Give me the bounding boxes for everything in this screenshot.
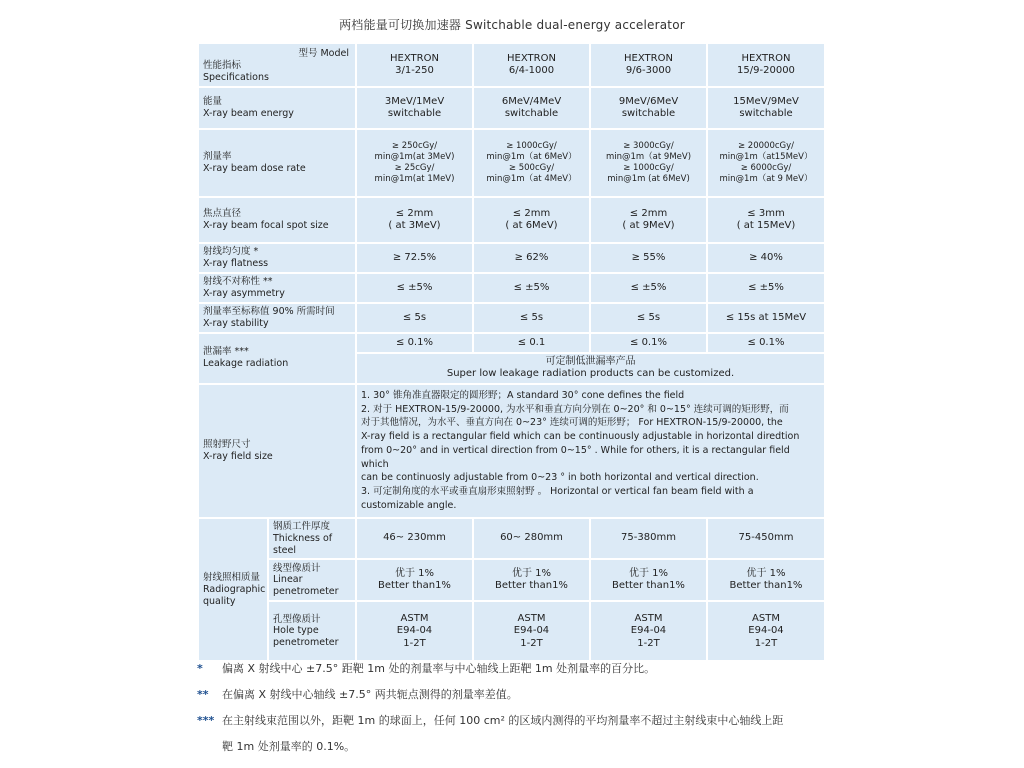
model-header: HEXTRON 9/6-3000 xyxy=(590,43,707,87)
table-row xyxy=(198,87,825,129)
row-label: 射线均匀度 * X-ray flatness xyxy=(198,243,356,273)
stability-cell: ≤ 15s at 15MeV xyxy=(707,303,825,333)
focal-cell: ≤ 2mm ( at 3MeV) xyxy=(356,197,473,243)
radiographic-label: 射线照相质量 Radiographic quality xyxy=(198,518,268,662)
table-row xyxy=(198,273,825,303)
model-label: 型号 Model xyxy=(298,48,349,59)
flatness-cell: ≥ 72.5% xyxy=(356,243,473,273)
footnotes xyxy=(197,656,837,760)
row-label: 能量 X-ray beam energy xyxy=(198,87,356,129)
spec-table xyxy=(197,42,826,662)
leakage-cell: ≤ 0.1% xyxy=(590,333,707,353)
energy-cell: 9MeV/6MeV switchable xyxy=(590,87,707,129)
linear-cell: 优于 1% Better than1% xyxy=(473,559,590,601)
table-row xyxy=(198,129,825,197)
thickness-cell: 60~ 280mm xyxy=(473,518,590,560)
asymmetry-cell: ≤ ±5% xyxy=(473,273,590,303)
energy-cell: 6MeV/4MeV switchable xyxy=(473,87,590,129)
table-row xyxy=(198,384,825,518)
table-row xyxy=(198,559,825,601)
footnote xyxy=(197,682,837,708)
leakage-cell: ≤ 0.1% xyxy=(707,333,825,353)
table-row xyxy=(198,601,825,661)
energy-cell: 15MeV/9MeV switchable xyxy=(707,87,825,129)
model-header: HEXTRON 6/4-1000 xyxy=(473,43,590,87)
dose-cell: ≥ 3000cGy/ min@1m（at 9MeV) ≥ 1000cGy/ min@1m (at 6MeV) xyxy=(590,129,707,197)
row-label: 射线不对称性 ** X-ray asymmetry xyxy=(198,273,356,303)
asymmetry-cell: ≤ ±5% xyxy=(590,273,707,303)
table-row xyxy=(198,197,825,243)
flatness-cell: ≥ 55% xyxy=(590,243,707,273)
dose-cell: ≥ 250cGy/ min@1m(at 3MeV) ≥ 25cGy/ min@1m(at 1MeV) xyxy=(356,129,473,197)
spec-label-en: Specifications xyxy=(203,72,269,84)
footnote xyxy=(197,656,837,682)
focal-cell: ≤ 2mm ( at 9MeV) xyxy=(590,197,707,243)
table-row xyxy=(198,303,825,333)
hole-cell: ASTM E94-04 1-2T xyxy=(473,601,590,661)
row-label: 焦点直径 X-ray beam focal spot size xyxy=(198,197,356,243)
thickness-cell: 46~ 230mm xyxy=(356,518,473,560)
sub-row-label: 钢质工件厚度 Thickness of steel xyxy=(268,518,356,560)
stability-cell: ≤ 5s xyxy=(590,303,707,333)
footnote xyxy=(197,708,837,734)
sub-row-label: 线型像质计 Linear penetrometer xyxy=(268,559,356,601)
leakage-cell: ≤ 0.1 xyxy=(473,333,590,353)
footnote xyxy=(197,734,837,760)
linear-cell: 优于 1% Better than1% xyxy=(356,559,473,601)
footnote-text: 在主射线束范围以外，距靶 1m 的球面上，任何 100 cm² 的区域内测得的平均剂量率不超过主射线束中心轴线上距 xyxy=(222,714,784,727)
row-label: 剂量率至标称值 90% 所需时间 X-ray stability xyxy=(198,303,356,333)
thickness-cell: 75-380mm xyxy=(590,518,707,560)
linear-cell: 优于 1% Better than1% xyxy=(707,559,825,601)
focal-cell: ≤ 3mm ( at 15MeV) xyxy=(707,197,825,243)
header-label-cell xyxy=(198,43,356,87)
flatness-cell: ≥ 40% xyxy=(707,243,825,273)
footnote-text: 偏离 X 射线中心 ±7.5° 距靶 1m 处的剂量率与中心轴线上距靶 1m 处剂量率的百分比。 xyxy=(222,662,656,675)
dose-cell: ≥ 20000cGy/ min@1m（at15MeV） ≥ 6000cGy/ min@1m（at 9 MeV） xyxy=(707,129,825,197)
asymmetry-cell: ≤ ±5% xyxy=(356,273,473,303)
footnote-text: 在偏离 X 射线中心轴线 ±7.5° 两共轭点测得的剂量率差值。 xyxy=(222,688,518,701)
footnote-marker: * xyxy=(197,662,203,675)
table-row xyxy=(198,518,825,560)
footnote-marker: ** xyxy=(197,688,209,701)
stability-cell: ≤ 5s xyxy=(473,303,590,333)
hole-cell: ASTM E94-04 1-2T xyxy=(356,601,473,661)
thickness-cell: 75-450mm xyxy=(707,518,825,560)
field-size-description: 1. 30° 锥角准直器限定的圆形野；A standard 30° cone defines the field 2. 对于 HEXTRON-15/9-20000, 为水平和垂直方向分别在 0~20° 和 0~15° 连续可调的矩形野，而 对于其他情况，为水平、垂直方向在 0~23° 连续可调的矩形野； For HEXTRON-15/9-20000, the X-ray field is a rectangular field which can be continuously adjustable in horizontal diredtion from 0~20° and in vertical direction from 0~15° . While for others, it is a rectangular field which can be continuosly adjustable from 0~23 ° in both horizontal and vertical direction. 3. 可定制角度的水平或垂直扇形束照射野 。 Horizontal or vertical fan beam field with a customizable angle. xyxy=(356,384,825,518)
focal-cell: ≤ 2mm ( at 6MeV) xyxy=(473,197,590,243)
flatness-cell: ≥ 62% xyxy=(473,243,590,273)
linear-cell: 优于 1% Better than1% xyxy=(590,559,707,601)
hole-cell: ASTM E94-04 1-2T xyxy=(590,601,707,661)
footnote-marker: *** xyxy=(197,714,215,727)
table-row xyxy=(198,333,825,353)
dose-cell: ≥ 1000cGy/ min@1m（at 6MeV） ≥ 500cGy/ min@1m（at 4MeV） xyxy=(473,129,590,197)
model-header: HEXTRON 15/9-20000 xyxy=(707,43,825,87)
row-label: 照射野尺寸 X-ray field size xyxy=(198,384,356,518)
stability-cell: ≤ 5s xyxy=(356,303,473,333)
leakage-custom-note: 可定制低泄漏率产品 Super low leakage radiation products can be customized. xyxy=(356,353,825,384)
asymmetry-cell: ≤ ±5% xyxy=(707,273,825,303)
sub-row-label: 孔型像质计 Hole type penetrometer xyxy=(268,601,356,661)
hole-cell: ASTM E94-04 1-2T xyxy=(707,601,825,661)
model-header: HEXTRON 3/1-250 xyxy=(356,43,473,87)
row-label: 泄漏率 *** Leakage radiation xyxy=(198,333,356,384)
leakage-cell: ≤ 0.1% xyxy=(356,333,473,353)
energy-cell: 3MeV/1MeV switchable xyxy=(356,87,473,129)
spec-label-cn: 性能指标 xyxy=(203,60,242,72)
page-title: 两档能量可切换加速器 Switchable dual-energy accelerator xyxy=(339,18,685,32)
row-label: 剂量率 X-ray beam dose rate xyxy=(198,129,356,197)
footnote-text: 靶 1m 处剂量率的 0.1%。 xyxy=(222,740,356,753)
header-row xyxy=(198,43,825,87)
table-row xyxy=(198,243,825,273)
